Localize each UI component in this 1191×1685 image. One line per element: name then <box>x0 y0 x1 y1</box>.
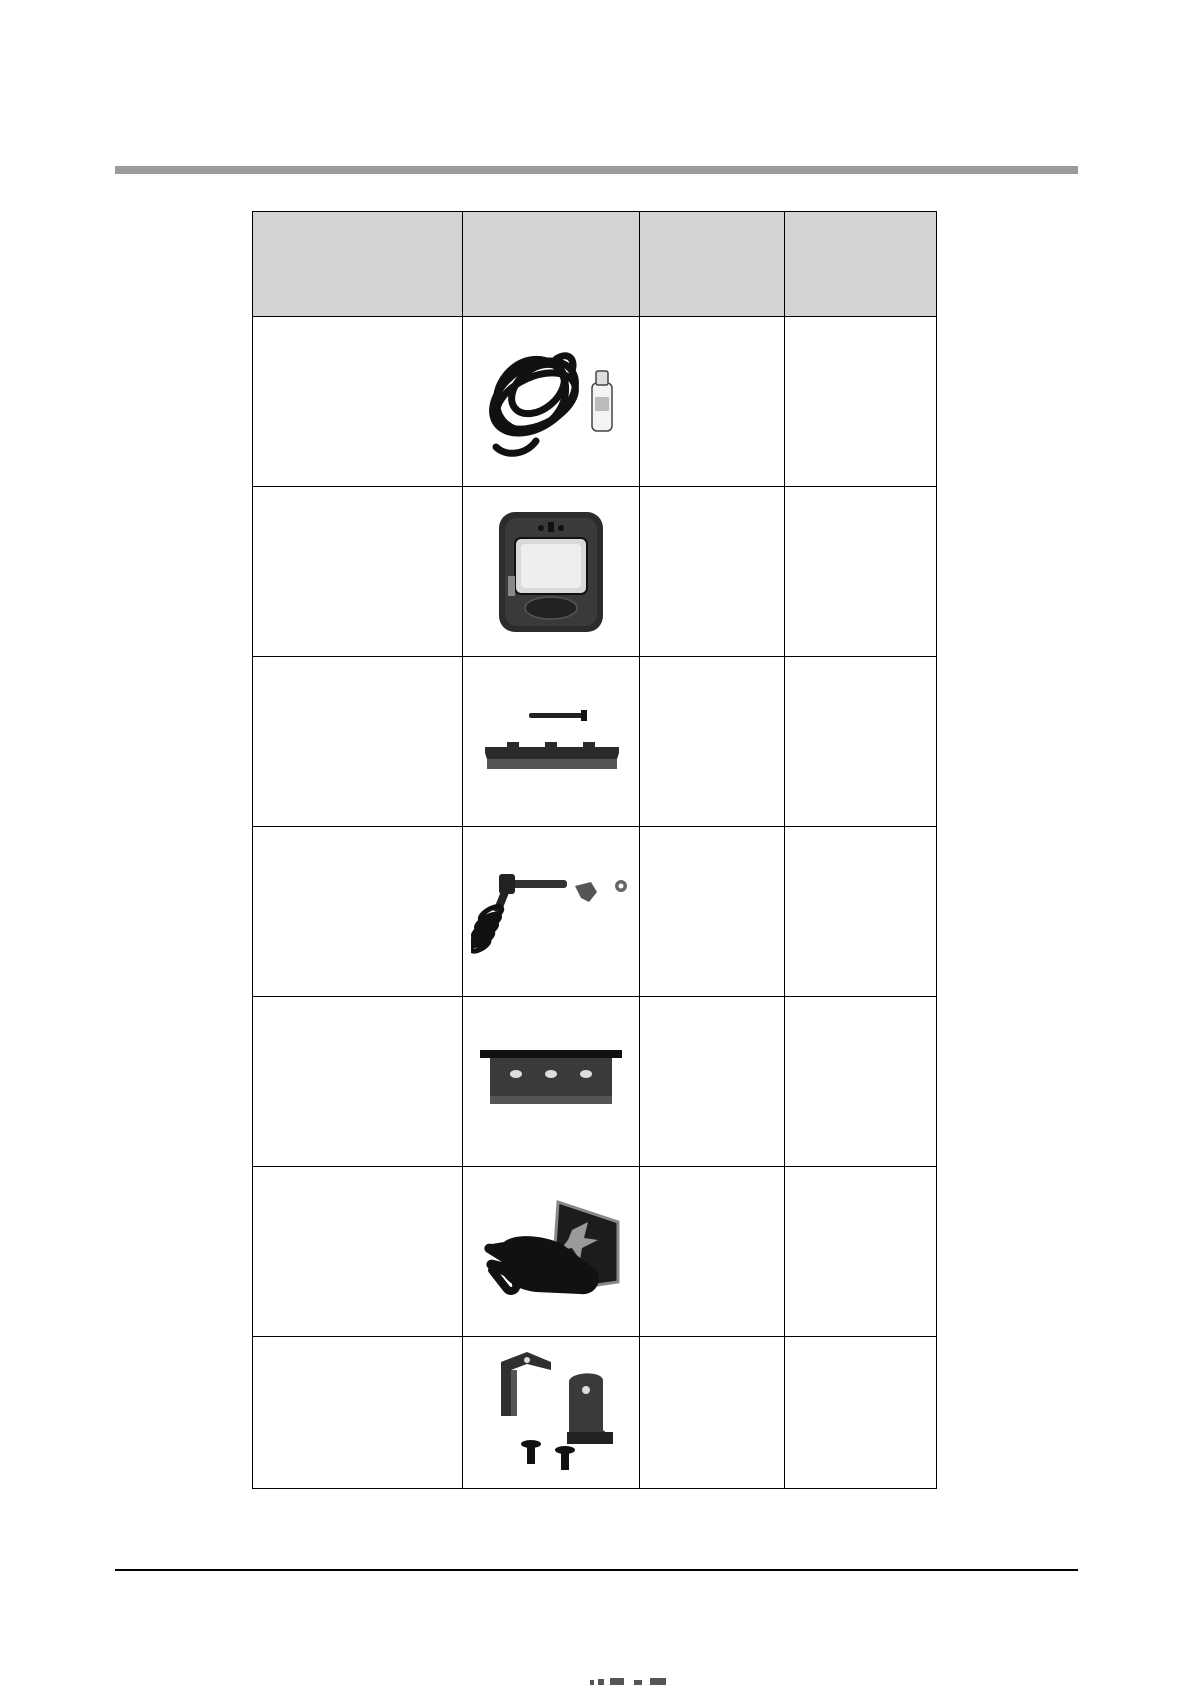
mounting-plate-icon <box>476 1032 626 1132</box>
row-cell-column-3 <box>640 317 785 487</box>
stove-door-icon <box>491 506 611 638</box>
row-cell-image <box>463 1167 640 1337</box>
row-cell-image <box>463 997 640 1167</box>
row-cell-column-4 <box>785 827 937 997</box>
row-cell-column-4 <box>785 997 937 1167</box>
page-edge-mark-icon <box>590 1678 720 1685</box>
brackets-and-screws-icon <box>481 1348 621 1478</box>
coil-handle-assembly-icon <box>471 852 631 972</box>
row-cell-column-3 <box>640 487 785 657</box>
rod-and-bracket-icon <box>471 687 631 797</box>
row-cell-column-4 <box>785 1167 937 1337</box>
row-cell-column-3 <box>640 827 785 997</box>
table-row <box>253 487 937 657</box>
row-cell-image <box>463 827 640 997</box>
table-row <box>253 997 937 1167</box>
table-row <box>253 1167 937 1337</box>
header-cell-description <box>253 212 463 317</box>
row-cell-column-3 <box>640 657 785 827</box>
row-cell-description <box>253 1167 463 1337</box>
row-cell-description <box>253 827 463 997</box>
row-cell-image <box>463 487 640 657</box>
parts-table <box>252 211 937 1489</box>
row-cell-description <box>253 657 463 827</box>
header-cell-image <box>463 212 640 317</box>
row-cell-column-3 <box>640 1167 785 1337</box>
row-cell-description <box>253 1337 463 1489</box>
row-cell-description <box>253 997 463 1167</box>
stove-gloves-icon <box>476 1192 626 1312</box>
header-cell-column-3 <box>640 212 785 317</box>
row-cell-description <box>253 487 463 657</box>
rope-gasket-kit-icon <box>476 337 626 467</box>
footer-rule <box>115 1569 1078 1571</box>
row-cell-column-4 <box>785 317 937 487</box>
row-cell-image <box>463 317 640 487</box>
table-row <box>253 317 937 487</box>
row-cell-description <box>253 317 463 487</box>
row-cell-column-4 <box>785 1337 937 1489</box>
row-cell-image <box>463 657 640 827</box>
table-row <box>253 1337 937 1489</box>
row-cell-image <box>463 1337 640 1489</box>
row-cell-column-4 <box>785 487 937 657</box>
table-header-row <box>253 212 937 317</box>
table-row <box>253 827 937 997</box>
row-cell-column-3 <box>640 997 785 1167</box>
row-cell-column-4 <box>785 657 937 827</box>
row-cell-column-3 <box>640 1337 785 1489</box>
header-cell-column-4 <box>785 212 937 317</box>
table-row <box>253 657 937 827</box>
header-rule <box>115 166 1078 174</box>
